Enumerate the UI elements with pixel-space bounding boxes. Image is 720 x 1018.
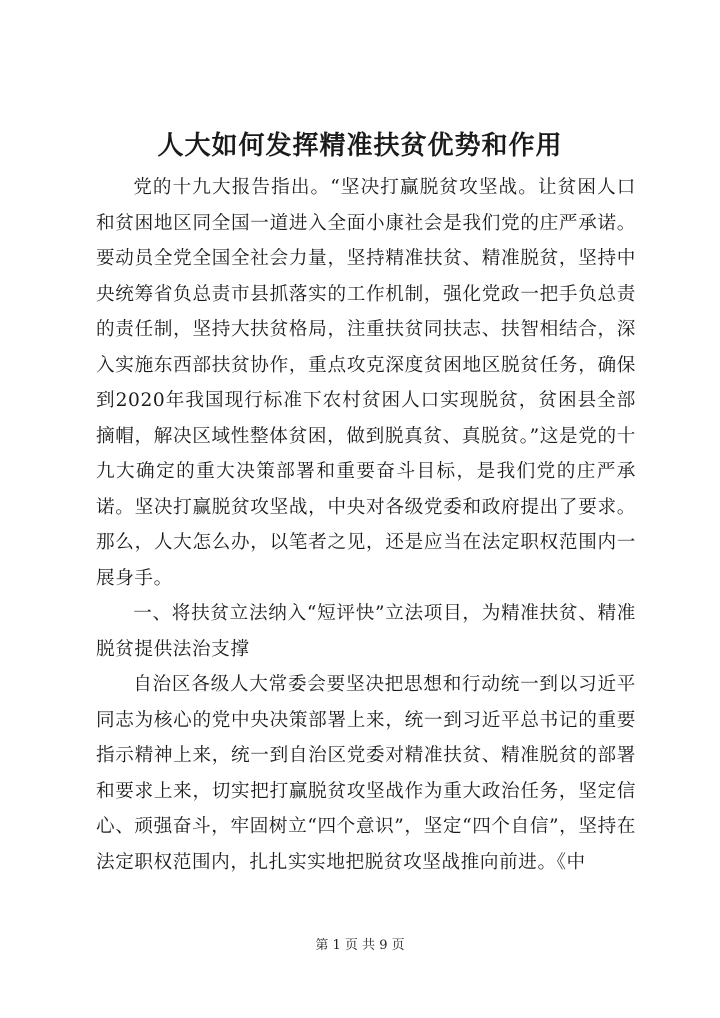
paragraph-section-heading-1: 一、将扶贫立法纳入“短评快”立法项目，为精准扶贫、精准脱贫提供法治支撑 bbox=[96, 603, 636, 660]
document-title: 人大如何发挥精准扶贫优势和作用 bbox=[157, 131, 563, 161]
document-body bbox=[96, 170, 636, 880]
paragraph-intro: 党的十九大报告指出。“坚决打赢脱贫攻坚战。让贫困人口和贫困地区同全国一道进入全面小康社会是我们党的庄严承诺。要动员全党全国全社会力量，坚持精准扶贫、精准脱贫，坚持中央统筹省负总责市县抓落实的工作机制，强化党政一把手负总责的责任制，坚持大扶贫格局，注重扶贫同扶志、扶智相结合，深入实施东西部扶贫协作，重点攻克深度贫困地区脱贫任务，确保到2020年我国现行标准下农村贫困人口实现脱贫，贫困县全部摘帽，解决区域性整体贫困，做到脱真贫、真脱贫。”这是党的十九大确定的重大决策部署和重要奋斗目标，是我们党的庄严承诺。坚决打赢脱贫攻坚战，中央对各级党委和政府提出了要求。那么，人大怎么办，以笔者之见，还是应当在法定职权范围内一展身手。 bbox=[96, 177, 636, 589]
page-number-footer: 第 1 页 共 9 页 bbox=[315, 938, 405, 953]
paragraph-section-1-body: 自治区各级人大常委会要坚决把思想和行动统一到以习近平同志为核心的党中央决策部署上来，统一到习近平总书记的重要指示精神上来，统一到自治区党委对精准扶贫、精准脱贫的部署和要求上来，切实把打赢脱贫攻坚战作为重大政治任务，坚定信心、顽强奋斗，牢固树立“四个意识”，坚定“四个自信”，坚持在法定职权范围内，扎扎实实地把脱贫攻坚战推向前进。《中 bbox=[96, 674, 636, 873]
